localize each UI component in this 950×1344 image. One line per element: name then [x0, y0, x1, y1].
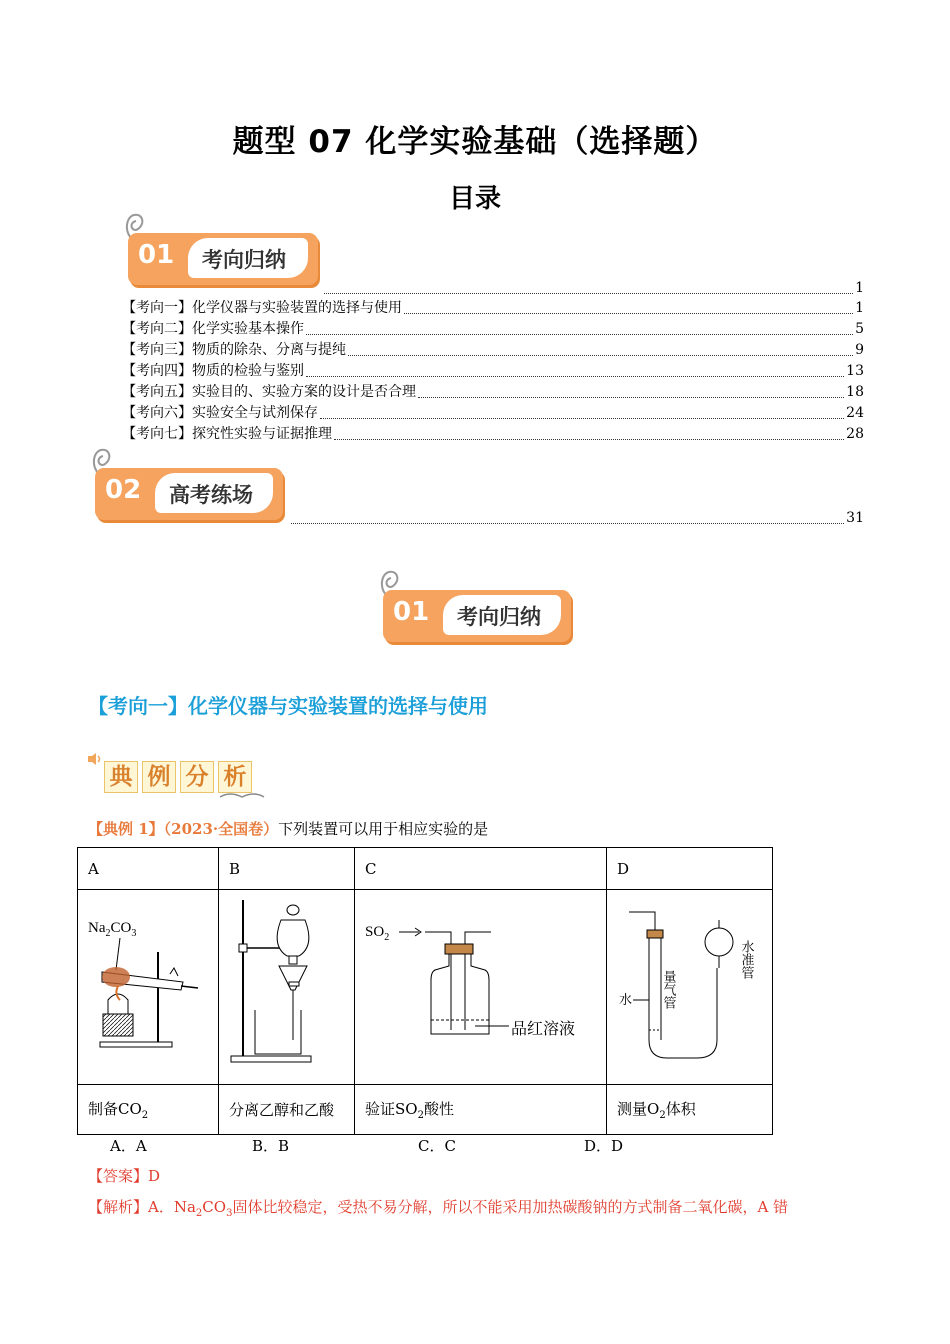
badge-label: 考向归纳	[202, 248, 286, 272]
svg-text:SO2: $SO_2$	[365, 924, 390, 943]
apparatus-heating-tube	[78, 890, 216, 1080]
toc-page: 24	[846, 405, 864, 421]
example-question-text: 下列装置可以用于相应实验的是	[278, 820, 489, 838]
example-question	[88, 818, 488, 839]
option-a[interactable]: A．A	[110, 1137, 147, 1155]
caption-d: 测量$O_2$体积	[607, 1085, 773, 1135]
analysis-sub: 2	[195, 1208, 203, 1219]
option-c[interactable]: C．C	[418, 1137, 456, 1155]
logo-char: 分	[180, 761, 214, 793]
toc-item-label: 【考向三】物质的除杂、分离与提纯	[122, 342, 346, 358]
table-header-cell: C	[355, 848, 607, 890]
option-d[interactable]: D．D	[584, 1137, 624, 1155]
toc-page: 9	[855, 342, 864, 358]
logo-char: 例	[142, 761, 176, 793]
figure-a-cell	[78, 890, 219, 1085]
badge-exam-practice[interactable]	[95, 468, 283, 520]
svg-text:水: 水	[619, 992, 633, 1007]
badge-label: 考向归纳	[457, 605, 541, 629]
badge-label: 高考练场	[169, 483, 253, 507]
analysis-sub: 3	[226, 1208, 233, 1219]
answer-tag: 【答案】	[88, 1167, 149, 1185]
table-header-cell: A	[78, 848, 219, 890]
toc-entry-badge1[interactable]	[322, 278, 864, 299]
table-figure-row	[78, 890, 773, 1085]
badge-topic-summary-section	[383, 590, 571, 642]
toc-item-label: 【考向一】化学仪器与实验装置的选择与使用	[122, 300, 402, 316]
toc-item-label: 【考向二】化学实验基本操作	[122, 321, 304, 337]
analysis-line	[88, 1196, 868, 1219]
toc-item-label: 【考向七】探究性实验与证据推理	[122, 426, 332, 442]
toc-item[interactable]	[122, 403, 864, 424]
svg-text:Na2CO3: $Na_2CO_3$	[88, 920, 137, 939]
answer-value: D	[148, 1167, 161, 1185]
table-caption-row	[78, 1085, 773, 1135]
toc-page: 18	[846, 384, 864, 400]
example-tag: 【典例 1】	[88, 820, 164, 838]
svg-text:水准管: 水准管	[739, 940, 755, 979]
toc-page: 28	[846, 426, 864, 442]
speaker-icon	[86, 751, 102, 767]
example-analysis-logo	[88, 755, 256, 793]
logo-char: 典	[104, 761, 138, 793]
badge-number: 02	[105, 475, 142, 505]
figure-b-cell	[219, 890, 355, 1085]
analysis-text: A．Na	[148, 1198, 196, 1216]
caption-a: 制备$CO_2$	[78, 1085, 219, 1135]
apparatus-separatory-funnel	[219, 890, 354, 1080]
toc-item[interactable]	[122, 361, 864, 382]
analysis-text: 固体比较稳定，受热不易分解，所以不能采用加热碳酸钠的方式制备二氧化碳，A 错	[232, 1198, 789, 1216]
answer-line	[88, 1165, 160, 1186]
figure-d-cell	[607, 890, 773, 1085]
apparatus-gas-burette	[607, 890, 772, 1080]
toc-item[interactable]	[122, 298, 864, 319]
toc-page: 5	[855, 321, 864, 337]
analysis-tag: 【解析】	[88, 1198, 149, 1216]
toc-item-label: 【考向五】实验目的、实验方案的设计是否合理	[122, 384, 416, 400]
option-b[interactable]: B．B	[252, 1137, 290, 1155]
svg-text:量气管: 量气管	[661, 970, 677, 1009]
toc-item[interactable]	[122, 340, 864, 361]
table-header-cell: B	[219, 848, 355, 890]
example-source: （2023·全国卷）	[163, 820, 279, 838]
figure-c-cell	[355, 890, 607, 1085]
question-table	[77, 847, 773, 1135]
toc-entry-badge2[interactable]	[289, 508, 864, 529]
toc-page: 13	[846, 363, 864, 379]
caption-c: 验证$SO_2$酸性	[355, 1085, 607, 1135]
page-title: 题型 07 化学实验基础（选择题）	[232, 124, 718, 160]
analysis-text: CO	[202, 1198, 227, 1216]
toc-page: 1	[855, 300, 864, 316]
toc-item[interactable]	[122, 382, 864, 403]
table-header-row	[78, 848, 773, 890]
toc-item[interactable]	[122, 319, 864, 340]
svg-text:品红溶液: 品红溶液	[511, 1021, 576, 1038]
table-header-cell: D	[607, 848, 773, 890]
caption-b: 分离乙醇和乙酸	[219, 1085, 355, 1135]
toc-item-label: 【考向六】实验安全与试剂保存	[122, 405, 318, 421]
toc-page: 31	[846, 510, 864, 526]
logo-char: 析	[218, 761, 252, 793]
badge-number: 01	[138, 240, 175, 270]
toc-list	[122, 298, 864, 445]
toc-heading: 目录	[448, 184, 501, 214]
apparatus-gas-washing-bottle	[355, 890, 606, 1080]
badge-number: 01	[393, 597, 430, 627]
toc-item-label: 【考向四】物质的检验与鉴别	[122, 363, 304, 379]
toc-item[interactable]	[122, 424, 864, 445]
badge-topic-summary[interactable]	[128, 233, 318, 285]
toc-page: 1	[855, 280, 864, 296]
book-icon	[218, 789, 268, 801]
section-heading: 【考向一】化学仪器与实验装置的选择与使用	[88, 694, 488, 718]
